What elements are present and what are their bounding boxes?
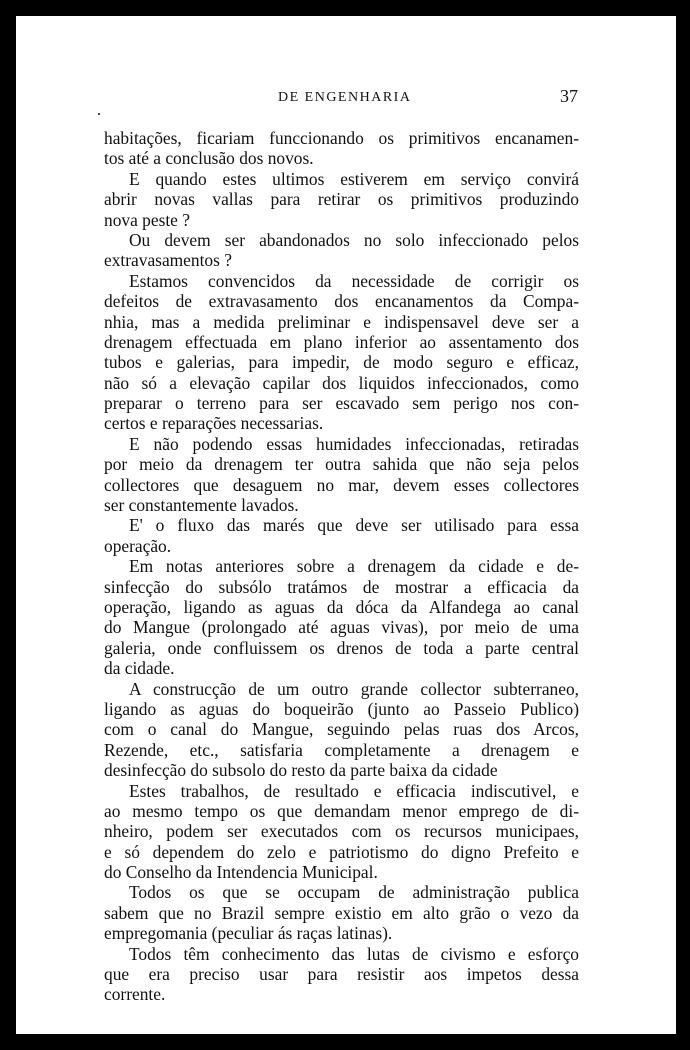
- text-line: E quando estes ultimos estiverem em serviço convirá: [129, 168, 579, 189]
- text-line: operação.: [104, 535, 172, 556]
- text-line: ao mesmo tempo os que demandam menor emprego de di-: [104, 800, 579, 821]
- text-line: Estamos convencidos da necessidade de corrigir os: [129, 270, 579, 291]
- text-line: e só dependem do zelo e patriotismo do digno Prefeito e: [104, 841, 579, 862]
- text-line: galeria, onde confluissem os drenos de toda a parte central: [104, 637, 579, 658]
- text-line: Rezende, etc., satisfaria completamente a drenagem e: [104, 739, 579, 760]
- paragraph: [104, 944, 579, 1005]
- text-line: desinfecção do subsolo do resto da parte baixa da cidade: [104, 760, 498, 781]
- text-line: ser constantemente lavados.: [104, 495, 299, 516]
- text-line: A construcção de um outro grande collector subterraneo,: [129, 678, 579, 699]
- print-speck: [98, 113, 100, 115]
- text-line: nova peste ?: [104, 209, 190, 230]
- text-line: da cidade.: [104, 658, 175, 679]
- text-line: que era preciso usar para resistir aos impetos dessa: [104, 964, 579, 985]
- text-line: sinfecção do subsólo tratámos de mostrar a efficacia da: [104, 576, 579, 597]
- text-line: E' o fluxo das marés que deve ser utilisado para essa: [129, 515, 579, 536]
- page-number: 37: [560, 86, 578, 106]
- body-text: [104, 128, 579, 1005]
- text-line: Todos têm conhecimento das lutas de civismo e esforço: [129, 943, 579, 964]
- text-line: Em notas anteriores sobre a drenagem da cidade e de-: [129, 556, 579, 577]
- text-line: Ou devem ser abandonados no solo infeccionado pelos: [129, 229, 579, 250]
- paragraph: [104, 679, 579, 781]
- text-line: Todos os que se occupam de administração publica: [129, 882, 579, 903]
- text-line: drenagem effectuada em plano inferior ao assentamento dos: [104, 331, 579, 352]
- page-header: [16, 86, 676, 116]
- text-line: do Mangue (prolongado até aguas vivas), por meio de uma: [104, 617, 579, 638]
- text-line: por meio da drenagem ter outra sahida que não seja pelos: [104, 454, 579, 475]
- paragraph: [104, 556, 579, 678]
- paragraph: [104, 230, 579, 271]
- text-line: certos e reparações necessarias.: [104, 413, 324, 434]
- text-line: defeitos de extravasamento dos encanamentos da Compa-: [104, 291, 579, 312]
- text-line: tubos e galerias, para impedir, de modo seguro e efficaz,: [104, 352, 579, 373]
- text-line: collectores que desaguem no mar, devem esses collectores: [104, 474, 579, 495]
- text-line: operação, ligando as aguas da dóca da Alfandega ao canal: [104, 596, 579, 617]
- text-line: sabem que no Brazil sempre existio em alto grão o vezo da: [104, 902, 579, 923]
- text-line: E não podendo essas humidades infeccionadas, retiradas: [129, 433, 579, 454]
- paragraph: [104, 515, 579, 556]
- text-line: do Conselho da Intendencia Municipal.: [104, 862, 378, 883]
- paragraph: [104, 169, 579, 230]
- text-line: habitações, ficariam funccionando os primitivos encanamen-: [104, 128, 579, 148]
- text-line: com o canal do Mangue, seguindo pelas ruas dos Arcos,: [104, 719, 579, 740]
- text-line: nhia, mas a medida preliminar e indispensavel deve ser a: [104, 311, 579, 332]
- text-line: corrente.: [104, 984, 166, 1005]
- text-line: Estes trabalhos, de resultado e efficacia indiscutivel, e: [129, 780, 579, 801]
- text-line: tos até a conclusão dos novos.: [104, 148, 314, 169]
- paragraph: [104, 128, 579, 169]
- text-line: nheiro, podem ser executados com os recursos municipaes,: [104, 821, 579, 842]
- paragraph: [104, 882, 579, 943]
- text-line: extravasamentos ?: [104, 250, 232, 271]
- text-line: ligando as aguas do boqueirão (junto ao Passeio Publico): [104, 698, 579, 719]
- book-page: [16, 16, 676, 1034]
- text-line: preparar o terreno para ser escavado sem perigo nos con-: [104, 393, 579, 414]
- text-line: abrir novas vallas para retirar os primitivos produzindo: [104, 189, 579, 210]
- paragraph: [104, 271, 579, 434]
- paragraph: [104, 781, 579, 883]
- text-line: empregomania (peculiar ás raças latinas).: [104, 923, 393, 944]
- running-title: DE ENGENHARIA: [278, 90, 412, 105]
- paragraph: [104, 434, 579, 516]
- text-line: não só a elevação capilar dos liquidos infeccionados, como: [104, 372, 579, 393]
